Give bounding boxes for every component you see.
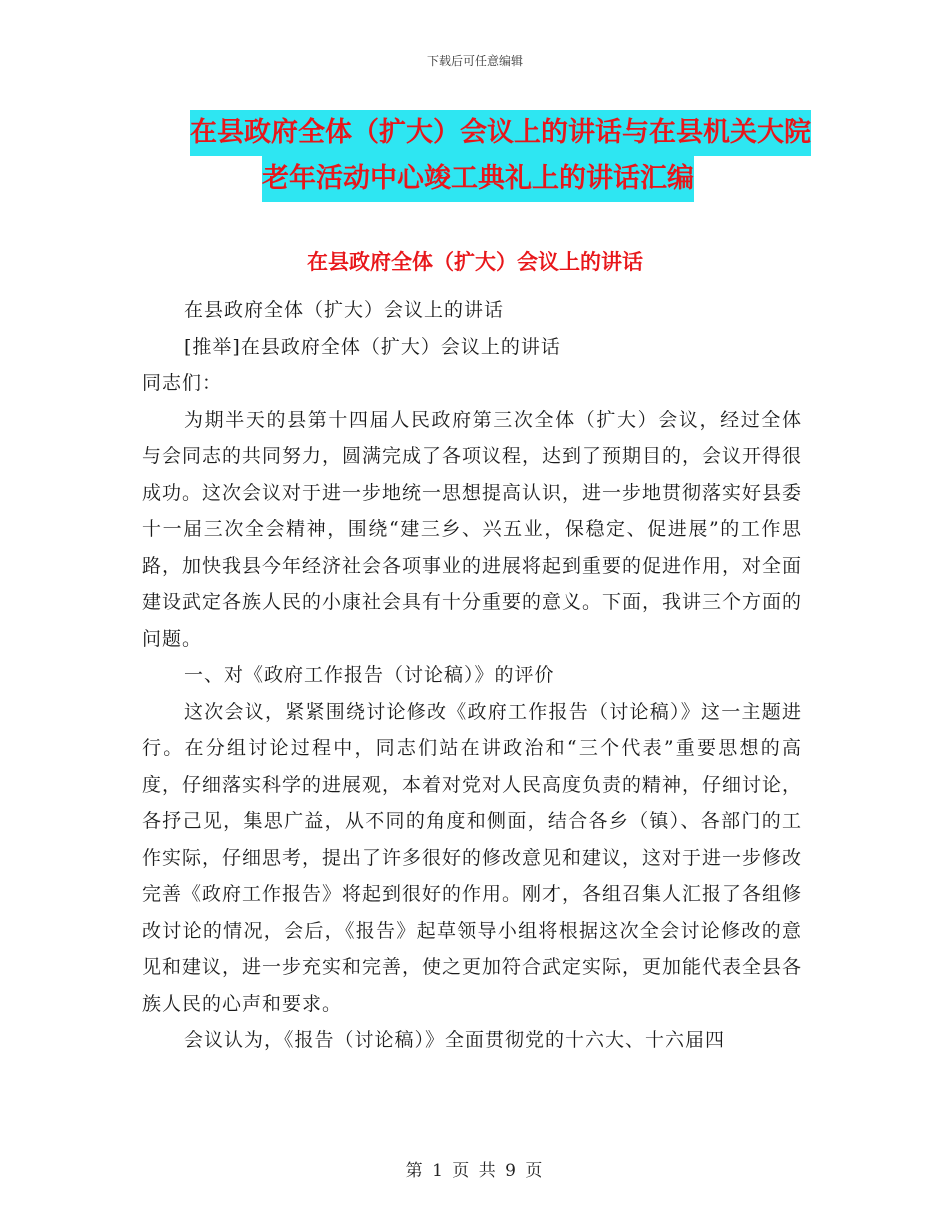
paragraph-body: 为期半天的县第十四届人民政府第三次全体（扩大）会议，经过全体与会同志的共同努力，圆满完成了各项议程，达到了预期目的，会议开得很成功。这次会议对于进一步地统一思想提高认识，进一步地贯彻落实好县委十一届三次全会精神，围绕“建三乡、兴五业，保稳定、促进展”的工作思路，加快我县今年经济社会各项事业的进展将起到重要的促进作用，对全面建设武定各族人民的小康社会具有十分重要的意义。下面，我讲三个方面的问题。 xyxy=(142,408,803,650)
paragraph-salutation: 同志们： xyxy=(142,372,223,394)
page-number-footer: 第 1 页 共 9 页 xyxy=(405,1161,545,1181)
paragraph-body: 这次会议，紧紧围绕讨论修改《政府工作报告（讨论稿）》这一主题进行。在分组讨论过程中，同志们站在讲政治和“三个代表”重要思想的高度，仔细落实科学的进展观，本着对党对人民高度负责的精神，仔细讨论，各抒己见，集思广益，从不同的角度和侧面，结合各乡（镇）、各部门的工作实际，仔细思考，提出了许多很好的修改意见和建议，这对于进一步修改完善《政府工作报告》将起到很好的作用。刚才，各组召集人汇报了各组修改讨论的情况，会后，《报告》起草领导小组将根据这次全会讨论修改的意见和建议，进一步充实和完善，使之更加符合武定实际，更加能代表全县各族人民的心声和要求。 xyxy=(142,700,803,1015)
document-body xyxy=(142,292,802,1059)
document-title-line-1: 在县政府全体（扩大）会议上的讲话与在县机关大院 xyxy=(190,110,811,156)
paragraph-body: 会议认为，《报告（讨论稿）》全面贯彻党的十六大、十六届四 xyxy=(184,1029,726,1051)
paragraph-subtitle: 在县政府全体（扩大）会议上的讲话 xyxy=(184,299,505,321)
section-title: 在县政府全体（扩大）会议上的讲话 xyxy=(307,250,643,274)
paragraph-recommended-title: [推举]在县政府全体（扩大）会议上的讲话 xyxy=(184,335,561,358)
document-title xyxy=(190,110,830,202)
paragraph-heading-one: 一、对《政府工作报告（讨论稿）》的评价 xyxy=(184,664,555,686)
page-header-note: 下载后可任意编辑 xyxy=(426,54,523,68)
document-title-line-2: 老年活动中心竣工典礼上的讲话汇编 xyxy=(262,156,694,202)
